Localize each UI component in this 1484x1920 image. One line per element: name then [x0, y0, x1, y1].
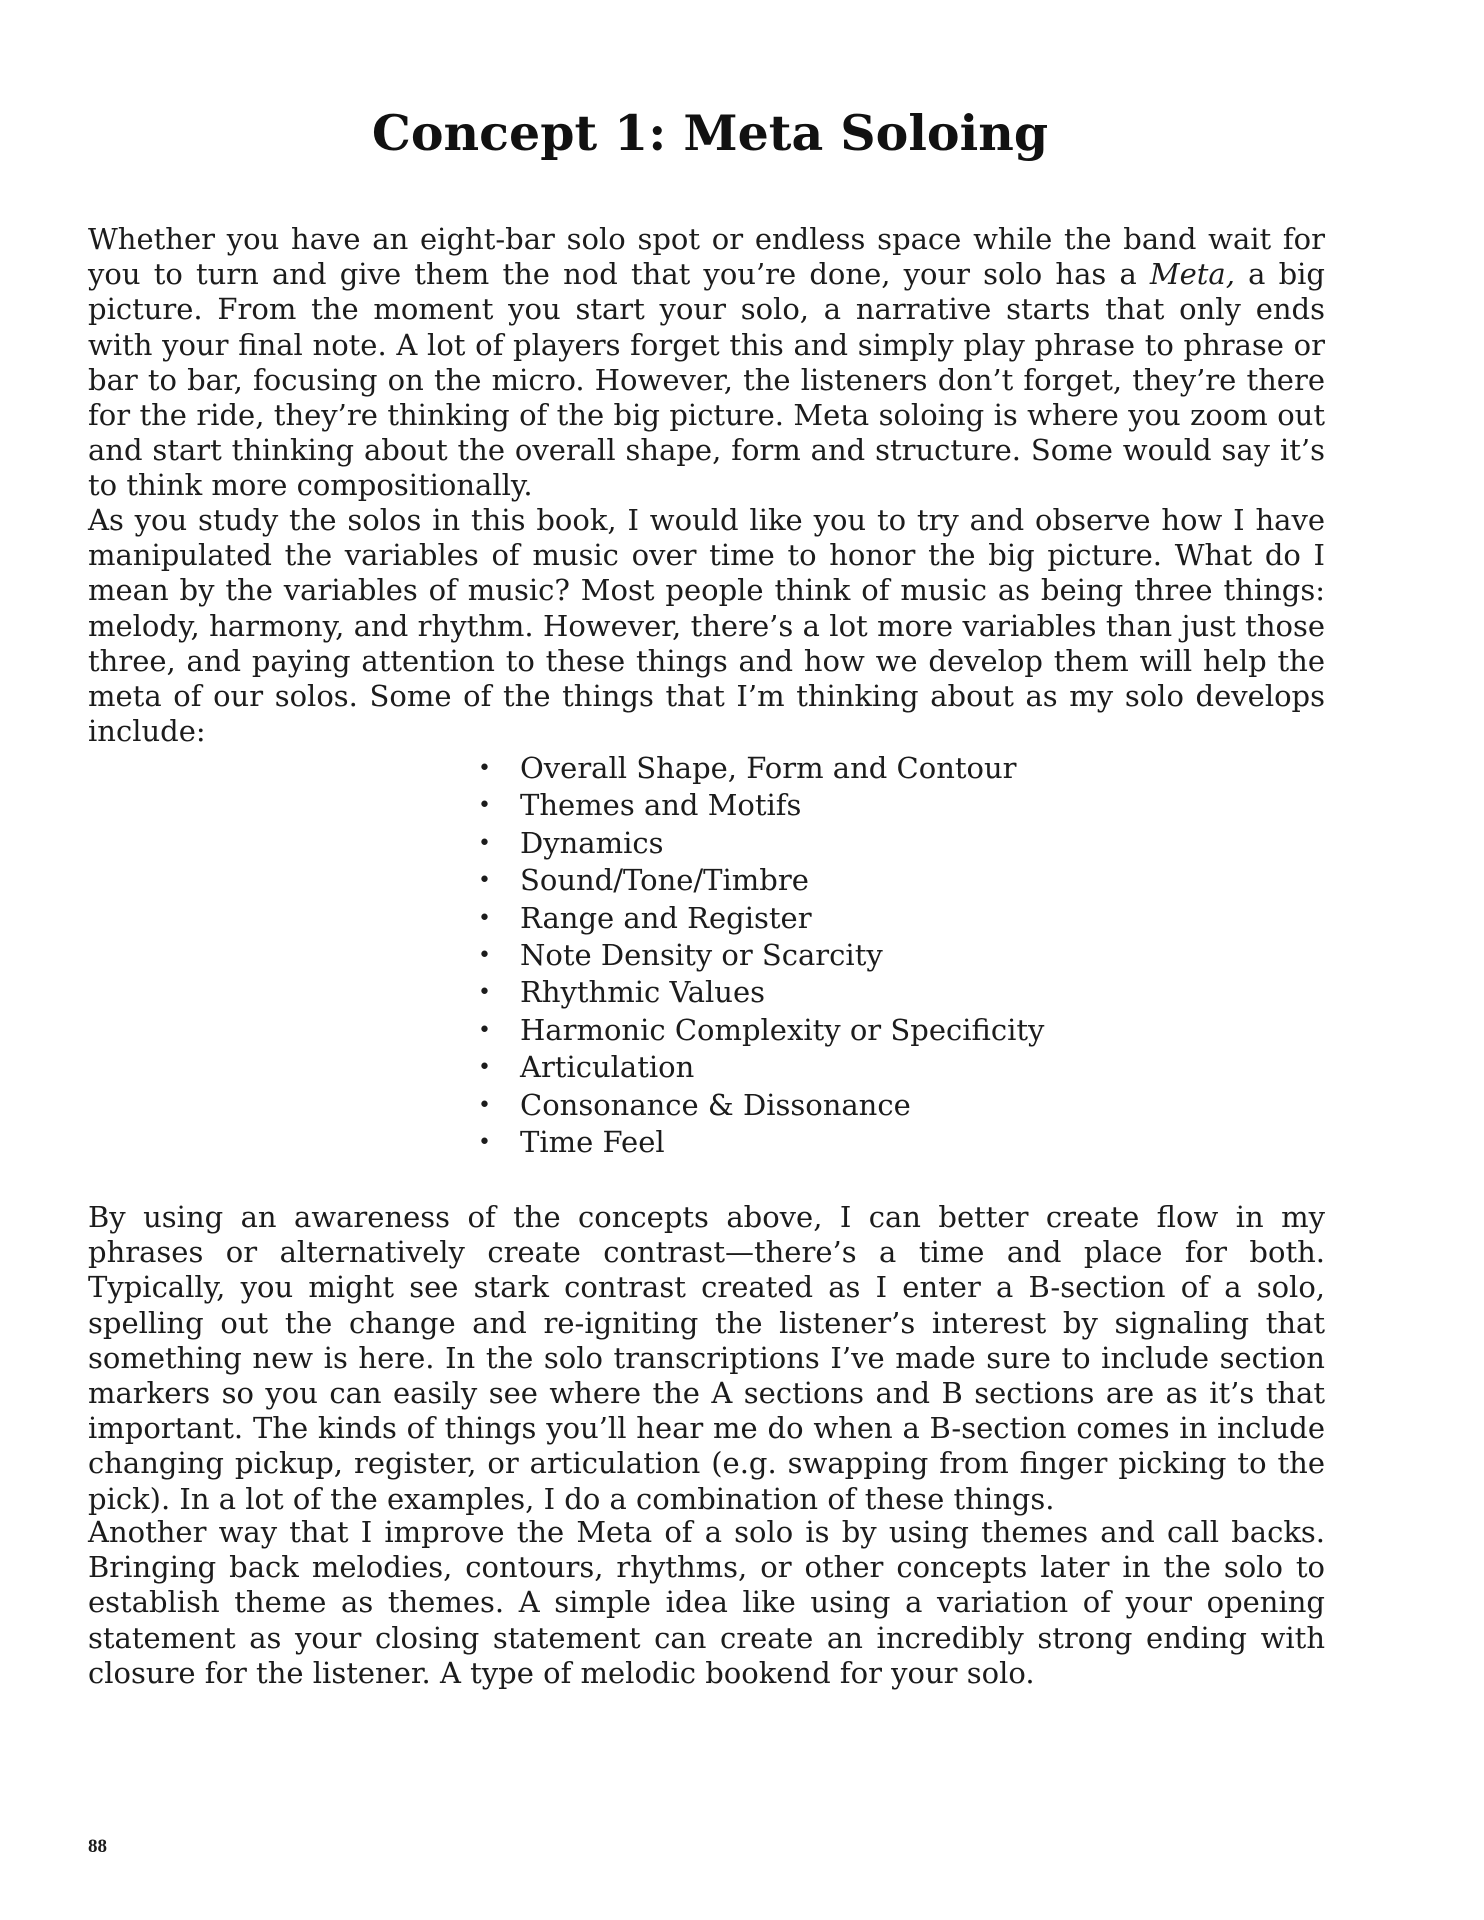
- list-item: [478, 750, 1044, 787]
- list-item-label: Sound/Tone/Timbre: [520, 863, 809, 898]
- bullet-icon: •: [478, 1055, 491, 1081]
- bullet-icon: •: [478, 756, 491, 781]
- list-item: [478, 1012, 1044, 1049]
- list-item: [478, 974, 1044, 1011]
- bullet-icon: •: [478, 1092, 491, 1118]
- list-item-label: Consonance & Dissonance: [520, 1087, 911, 1122]
- list-item: [478, 787, 1044, 824]
- bullet-icon: •: [478, 943, 491, 969]
- list-item-label: Dynamics: [520, 825, 664, 860]
- paragraph-themes-callbacks: Another way that I improve the Meta of a solo is by using themes and call backs. Bringing back melodies, contours, rhythms, or other concepts later in the solo to establish theme as themes. A simple idea like using a variation of your opening statement as your closing statement can create an incredibly strong ending with closure for the listener. A type of melodic bookend for your solo.: [88, 1515, 1325, 1690]
- list-item-label: Overall Shape, Form and Contour: [520, 751, 1017, 785]
- list-item-label: Time Feel: [520, 1125, 665, 1160]
- variables-list: [478, 750, 1044, 1161]
- paragraph-intro: [88, 222, 1325, 504]
- list-item: [478, 1049, 1044, 1086]
- list-item: [478, 1124, 1044, 1161]
- list-item: [478, 900, 1044, 937]
- list-item-label: Rhythmic Values: [520, 975, 766, 1010]
- bullet-icon: •: [478, 980, 491, 1006]
- list-item: [478, 937, 1044, 974]
- list-item-label: Articulation: [520, 1050, 695, 1085]
- list-item: [478, 862, 1044, 899]
- list-item-label: Harmonic Complexity or Specificity: [520, 1012, 1045, 1047]
- bullet-icon: •: [478, 868, 491, 894]
- page-number: 88: [88, 1836, 107, 1857]
- list-item: [478, 825, 1044, 862]
- list-item-label: Range and Register: [520, 900, 812, 935]
- bullet-icon: •: [478, 1130, 491, 1156]
- bullet-icon: •: [478, 830, 491, 856]
- bullet-icon: •: [478, 793, 491, 819]
- page-title: Concept 1: Meta Soloing: [371, 104, 1049, 162]
- paragraph-intro-text-1: Whether you have an eight-bar solo spot or endless space while the band wait for you to turn and give them the nod that you’re done, your solo has a: [88, 222, 1325, 292]
- paragraph-flow-contrast: By using an awareness of the concepts above, I can better create flow in my phrases or alternatively create contrast—there’s a time and place for both. Typically, you might see stark contrast created as I enter a B-section of a solo, spelling out the change and re-igniting the listener’s interest by signaling that something new is here. In the solo transcriptions I’ve made sure to include section markers so you can easily see where the A sections and B sections are as it’s that important. The kinds of things you’ll hear me do when a B-section comes in include changing pickup, register, or articulation (e.g. swapping from finger picking to the pick). In a lot of the examples, I do a combination of these things.: [88, 1200, 1325, 1516]
- paragraph-variables-intro: As you study the solos in this book, I would like you to try and observe how I have manipulated the variables of music over time to honor the big picture. What do I mean by the variables of music? Most people think of music as being three things: melody, harmony, and rhythm. However, there’s a lot more variables than just those three, and paying attention to these things and how we develop them will help the meta of our solos. Some of the things that I’m thinking about as my solo develops include:: [88, 503, 1325, 749]
- bullet-icon: •: [478, 905, 491, 931]
- paragraph-intro-text-2: a big picture. From the moment you start your solo, a narrative starts that only ends with your final note. A lot of players forget this and simply play phrase to phrase or bar to bar, focusing on the micro. However, the listeners don’t forget, they’re there for the ride, they’re thinking of the big picture. Meta soloing is where you zoom out and start thinking about the overall shape, form and structure. Some would say it’s to think more compositionally.: [88, 257, 1325, 503]
- list-item-label: Themes and Motifs: [520, 788, 802, 823]
- list-item: [478, 1087, 1044, 1124]
- bullet-icon: •: [478, 1017, 491, 1043]
- meta-emphasis: Meta,: [1149, 257, 1235, 292]
- list-item-label: Note Density or Scarcity: [520, 938, 883, 973]
